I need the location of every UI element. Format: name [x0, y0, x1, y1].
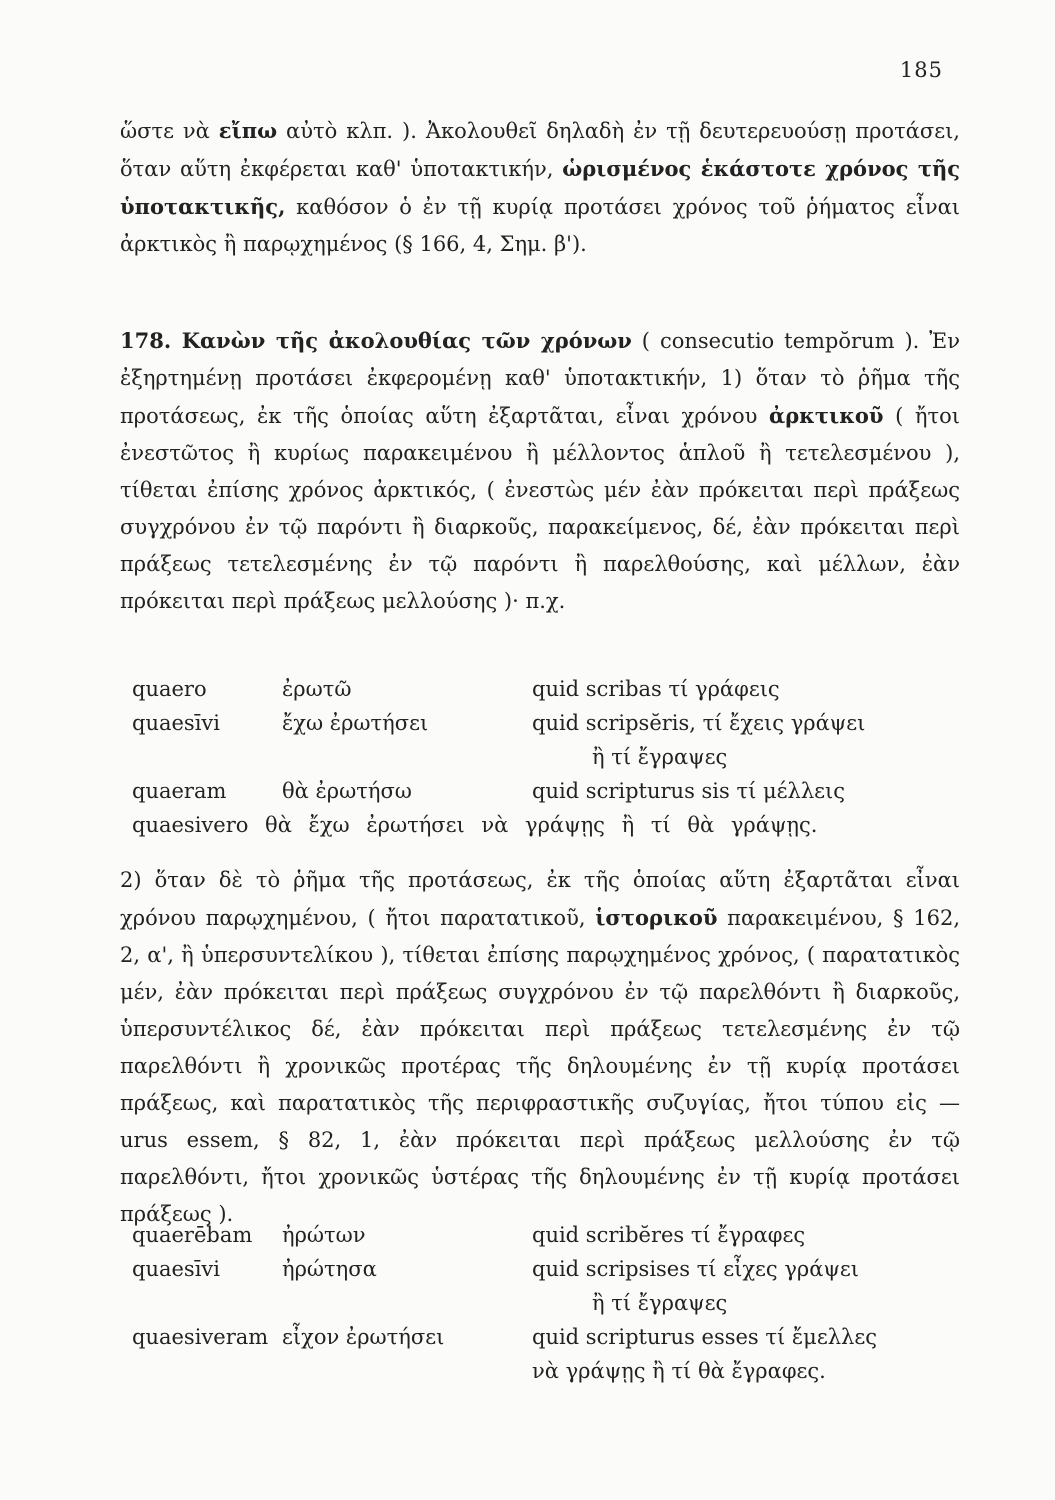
example-row — [132, 672, 962, 706]
example-row-continuation — [132, 1354, 962, 1388]
greek-verb: ἠρώτησα — [282, 1257, 377, 1281]
example-continuation: ἢ τί ἔγραψες — [592, 745, 728, 769]
greek-verb: ἔχω ἐρωτήσει — [282, 711, 429, 735]
latin-verb: quaerēbam — [132, 1223, 253, 1247]
text-run: αὐτὸ κλπ. ). Ἀκολουθεῖ δηλαδὴ ἐν τῇ δευτερευούσῃ προτάσει, ὅταν αὕτη ἐκφέρεται καθ' ὑποτακτικήν, — [120, 119, 960, 181]
latin-verb: quaesīvi — [132, 1257, 220, 1281]
bold-term: ἀρκτικοῦ — [769, 403, 884, 428]
text-run: παρακειμένου, § 162, 2, α', ἢ ὑπερσυντελίκου ), τίθεται ἐπίσης παρῳχημένος χρόνος, ( παρατατικὸς μέν, ἐὰν πρόκειται περὶ πράξεως συγχρόνου ἐν τῷ παρελθόντι ἢ διαρκοῦς, ὑπερσυντέλικος δέ, ἐὰν πρόκειται περὶ πράξεως τετελεσμένης ἐν τῷ παρελθόντι ἢ χρονικῶς προτέρας τῆς δηλουμένης ἐν τῇ κυρίᾳ προτάσει πράξεως, καὶ παρατατικὸς τῆς περιφραστικῆς συζυγίας, ἤτοι τύπου εἰς — urus essem, § 82, 1, ἐὰν πρόκειται περὶ πράξεως μελλούσης ἐν τῷ παρελθόντι, ἤτοι χρονικῶς ὑστέρας τῆς δηλουμένης ἐν τῇ κυρίᾳ προτάσει πράξεως ). — [120, 906, 960, 1226]
paragraph-intro — [120, 112, 960, 263]
greek-verb: θὰ ἐρωτήσω — [282, 779, 412, 803]
example-row — [132, 808, 962, 842]
example-clause: quid scripturus sis τί μέλλεις — [532, 779, 846, 803]
example-row — [132, 774, 962, 808]
example-clause: quid scripsises τί εἶχες γράψει — [532, 1257, 860, 1281]
example-row — [132, 706, 962, 740]
bold-term: ὡρισμένος ἑκάστοτε χρόνος τῆς ὑποτακτικῆς, — [120, 156, 961, 219]
text-run: 2) ὅταν δὲ τὸ ῥῆμα τῆς προτάσεως, ἐκ τῆς ὁποίας αὕτη ἐξαρτᾶται εἶναι χρόνου παρῳχημένου, ( ἤτοι παρατατικοῦ, — [120, 868, 960, 930]
bold-term: εἴπω — [218, 118, 278, 143]
example-clause: quid scripsĕris, τί ἔχεις γράψει — [532, 711, 866, 735]
example-row — [132, 1218, 962, 1252]
example-row-continuation — [132, 740, 962, 774]
greek-verb: ἠρώτων — [282, 1223, 366, 1247]
latin-verb: quaero — [132, 677, 207, 701]
text-run: ὥστε νὰ — [120, 119, 219, 143]
example-line: quaesivero θὰ ἔχω ἐρωτήσει νὰ γράψῃς ἢ τί θὰ γράψῃς. — [132, 813, 818, 837]
example-continuation: νὰ γράψῃς ἢ τί θὰ ἔγραφες. — [532, 1359, 826, 1383]
example-clause: quid scripturus esses τί ἔμελλες — [532, 1325, 877, 1349]
page-number: 185 — [899, 58, 943, 82]
example-row — [132, 1320, 962, 1354]
section-178 — [120, 322, 960, 620]
text-run: καθόσον ὁ ἐν τῇ κυρίᾳ προτάσει χρόνος τοῦ ῥήματος εἶναι ἀρκτικὸς ἢ παρῳχημένος (§ 166, 4, Σημ. β'). — [120, 195, 960, 256]
example-row — [132, 1252, 962, 1286]
latin-verb: quaesiveram — [132, 1325, 269, 1349]
latin-verb: quaesīvi — [132, 711, 220, 735]
example-clause: quid scribas τί γράφεις — [532, 677, 780, 701]
text-run: ( ἤτοι ἐνεστῶτος ἢ κυρίως παρακειμένου ἢ μέλλοντος ἁπλοῦ ἢ τετελεσμένου ), τίθεται ἐπίσης χρόνος ἀρκτικός, ( ἐνεστὼς μέν ἐὰν πρόκειται περὶ πράξεως συγχρόνου ἐν τῷ παρόντι ἢ διαρκοῦς, παρακείμενος, δέ, ἐὰν πρόκειται περὶ πράξεως τετελεσμένης ἐν τῷ παρόντι ἢ παρελθούσης, καὶ μέλλων, ἐὰν πρόκειται περὶ πράξεως μελλούσης )· π.χ. — [120, 404, 960, 613]
latin-verb: quaeram — [132, 779, 227, 803]
example-continuation: ἢ τί ἔγραψες — [592, 1291, 728, 1315]
greek-verb: εἶχον ἐρωτήσει — [282, 1325, 445, 1349]
greek-verb: ἐρωτῶ — [282, 677, 352, 701]
example-clause: quid scribĕres τί ἔγραφες — [532, 1223, 806, 1247]
text-run: ( consecutio tempŏrum ). Ἐν ἐξηρτημένῃ προτάσει ἐκφερομένῃ καθ' ὑποτακτικήν, 1) ὅταν τὸ ῥῆμα τῆς προτάσεως, ἐκ τῆς ὁποίας αὕτη ἐξαρτᾶται, εἶναι χρόνου — [120, 329, 960, 428]
examples-primary — [132, 672, 962, 842]
paragraph-rule-2 — [120, 862, 960, 1233]
example-row-continuation — [132, 1286, 962, 1320]
section-heading: 178. Κανὼν τῆς ἀκολουθίας τῶν χρόνων — [120, 328, 632, 353]
bold-term: ἱστορικοῦ — [595, 905, 718, 930]
examples-secondary — [132, 1218, 962, 1388]
